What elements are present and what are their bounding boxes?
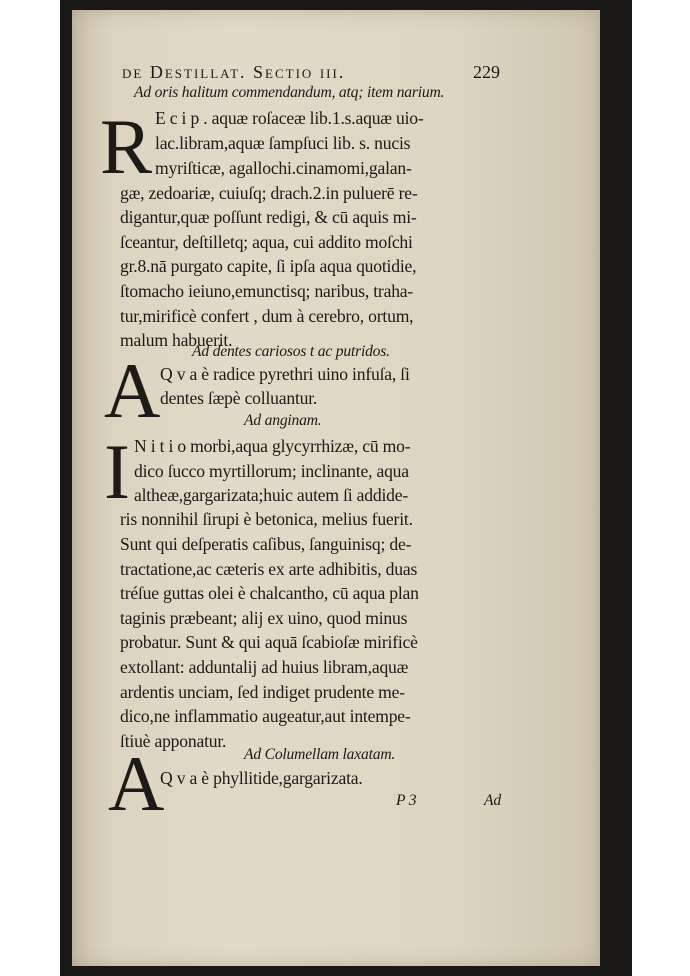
text-line: ſceantur, deſtilletq; aqua, cui addito moſchi bbox=[120, 232, 413, 252]
text-line: E c i p . aquæ roſaceæ lib.1.s.aquæ uio- bbox=[155, 108, 424, 128]
drop-cap-initial: A bbox=[104, 347, 161, 434]
section-heading: Ad anginam. bbox=[244, 412, 322, 429]
text-line: ſtomacho ieiuno,emunctisq; naribus, traha- bbox=[120, 281, 414, 301]
text-line: tréſue guttas olei è chalcantho, cū aqua plan bbox=[120, 583, 419, 603]
text-line: probatur. Sunt & qui aquā ſcabioſæ mirificè bbox=[120, 632, 418, 652]
catchword: Ad bbox=[484, 792, 501, 809]
text-line: dentes ſæpè colluantur. bbox=[160, 388, 318, 408]
text-line: extollant: adduntalij ad huius libram,aquæ bbox=[120, 657, 409, 677]
scan-edge-right bbox=[600, 0, 632, 976]
text-line: dico ſucco myrtillorum; inclinante, aqua bbox=[134, 461, 409, 481]
text-line: gr.8.nā purgato capite, ſi ipſa aqua quotidie, bbox=[120, 256, 417, 276]
text-line: malum habuerit. bbox=[120, 330, 233, 350]
drop-cap-initial: A bbox=[108, 740, 165, 827]
text-line: digantur,quæ poſſunt redigi, & cū aquis mi- bbox=[120, 207, 417, 227]
text-line: dico,ne inflammatio augeatur,aut intempe- bbox=[120, 706, 411, 726]
scan-edge-top bbox=[60, 0, 632, 10]
text-line: tractatione,ac cæteris ex arte adhibitis, duas bbox=[120, 559, 418, 579]
scan-edge-left bbox=[60, 0, 72, 976]
text-line: Q v a è phyllitide,gargarizata. bbox=[160, 768, 363, 788]
signature-mark: P 3 bbox=[396, 792, 417, 809]
text-line: N i t i o morbi,aqua glycyrrhizæ, cū mo- bbox=[134, 436, 411, 456]
drop-cap-initial: R bbox=[100, 103, 153, 190]
text-line: gæ, zedoariæ, cuiuſq; drach.2.in puluerē re- bbox=[120, 183, 418, 203]
text-line: ris nonnihil ſirupi è betonica, melius fuerit. bbox=[120, 509, 413, 529]
text-line: ardentis unciam, ſed indiget prudente me- bbox=[120, 682, 405, 702]
page-number: 229 bbox=[473, 62, 500, 82]
section-heading: Ad oris halitum commendandum, atq; item narium. bbox=[134, 84, 445, 101]
text-line: taginis præbeant; alij ex uino, quod minus bbox=[120, 608, 408, 628]
text-line: myriſticæ, agallochi.cinamomi,galan- bbox=[155, 158, 412, 178]
text-line: tur,mirificè confert , dum à cerebro, ortum, bbox=[120, 306, 414, 326]
scan-edge-bottom bbox=[60, 966, 632, 976]
text-line: Sunt qui deſperatis caſibus, ſanguinisq; de- bbox=[120, 534, 412, 554]
section-heading: Ad dentes cariosos t ac putridos. bbox=[192, 343, 390, 360]
section-heading: Ad Columellam laxatam. bbox=[244, 746, 396, 763]
text-line: lac.libram,aquæ ſampſuci lib. s. nucis bbox=[155, 133, 411, 153]
text-line: ſtiuè apponatur. bbox=[120, 731, 227, 751]
drop-cap-initial: I bbox=[104, 428, 130, 515]
text-line: Q v a è radice pyrethri uino infuſa, ſi bbox=[160, 364, 410, 384]
running-title: de Destillat. Sectio iii. bbox=[122, 62, 346, 82]
running-head bbox=[122, 62, 500, 83]
text-line: altheæ,gargarizata;huic autem ſi addide- bbox=[134, 485, 409, 505]
